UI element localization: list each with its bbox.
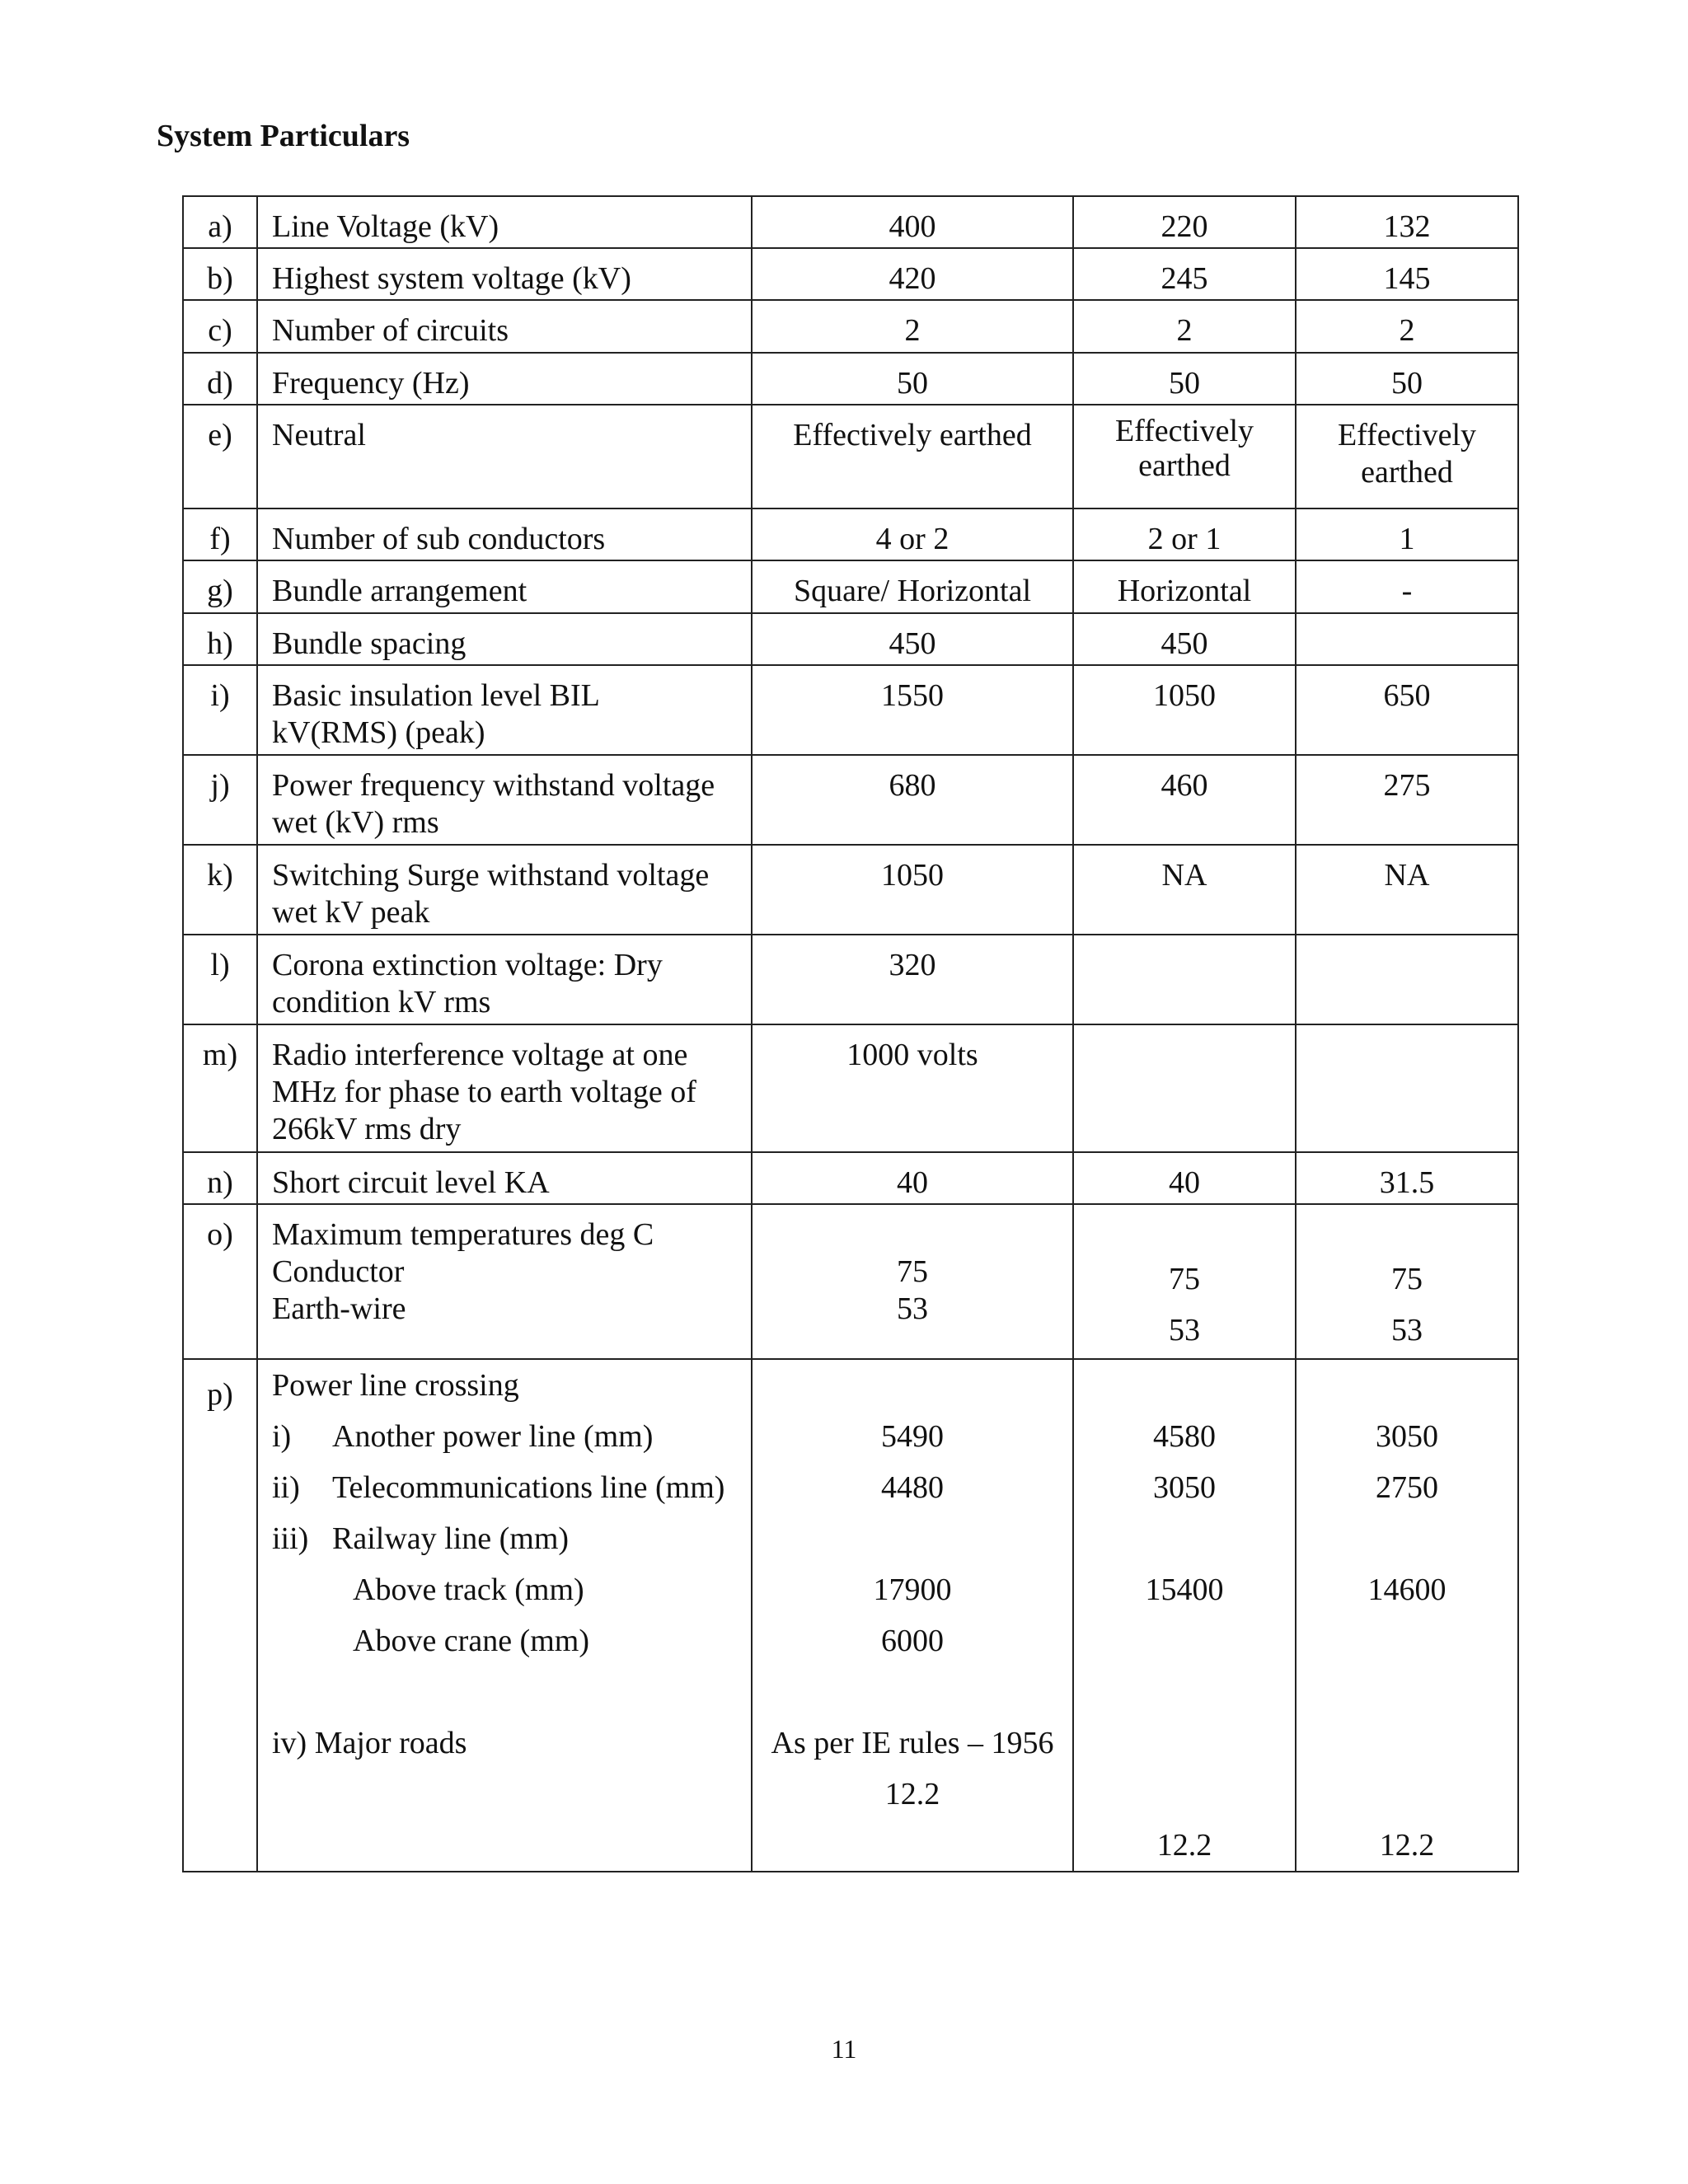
table-row bbox=[183, 560, 1518, 613]
sub-item-label: Railway line (mm) bbox=[332, 1521, 570, 1556]
value-132kv bbox=[1296, 935, 1518, 1024]
value-line: 6000 bbox=[881, 1624, 944, 1658]
value-132kv bbox=[1296, 613, 1518, 665]
value-132kv bbox=[1296, 1359, 1518, 1872]
label-line: Corona extinction voltage: Dry bbox=[272, 948, 663, 982]
page-title: System Particulars bbox=[157, 119, 410, 153]
label-line: 266kV rms dry bbox=[272, 1112, 462, 1146]
value-400kv: 420 bbox=[752, 248, 1073, 300]
value-line: 17900 bbox=[873, 1572, 952, 1607]
label-line: kV(RMS) (peak) bbox=[272, 715, 485, 750]
table-row bbox=[183, 935, 1518, 1024]
spacer bbox=[753, 1360, 1072, 1411]
row-label bbox=[257, 1359, 752, 1872]
row-label: Frequency (Hz) bbox=[257, 353, 752, 405]
table-row bbox=[183, 755, 1518, 845]
spacer bbox=[1296, 1615, 1517, 1666]
sub-item-number: iii) bbox=[272, 1521, 309, 1556]
value-132kv: - bbox=[1296, 560, 1518, 613]
spacer bbox=[1074, 1360, 1295, 1411]
row-index: h) bbox=[183, 613, 257, 665]
value-line: 5490 bbox=[881, 1419, 944, 1454]
value-220kv: Horizontal bbox=[1073, 560, 1296, 613]
row-index: i) bbox=[183, 665, 257, 755]
label-line: Power line crossing bbox=[272, 1368, 519, 1403]
value-132kv: 275 bbox=[1296, 755, 1518, 845]
row-index: m) bbox=[183, 1024, 257, 1152]
spacer bbox=[753, 1513, 1072, 1564]
value-220kv: 2 bbox=[1073, 300, 1296, 353]
value-132kv: 50 bbox=[1296, 353, 1518, 405]
row-index: g) bbox=[183, 560, 257, 613]
sub-item-label: Telecommunications line (mm) bbox=[332, 1470, 725, 1505]
value-132kv: 31.5 bbox=[1296, 1152, 1518, 1204]
value-220kv: NA bbox=[1073, 845, 1296, 935]
table-row bbox=[183, 405, 1518, 509]
label-line: wet kV peak bbox=[272, 895, 430, 930]
sub-item-label: Another power line (mm) bbox=[332, 1419, 654, 1454]
value-132kv: 2 bbox=[1296, 300, 1518, 353]
value-line: 15400 bbox=[1145, 1572, 1224, 1607]
value-400kv: 320 bbox=[752, 935, 1073, 1024]
spacer bbox=[1074, 1615, 1295, 1666]
spacer bbox=[753, 1666, 1072, 1718]
sub-item-number: i) bbox=[272, 1419, 292, 1454]
label-line: Conductor bbox=[272, 1254, 405, 1289]
value-220kv bbox=[1073, 405, 1296, 509]
table-row bbox=[183, 196, 1518, 248]
value-220kv: 460 bbox=[1073, 755, 1296, 845]
spacer bbox=[1074, 1718, 1295, 1769]
label-line: Switching Surge withstand voltage bbox=[272, 858, 710, 893]
row-index: f) bbox=[183, 509, 257, 560]
row-index: p) bbox=[183, 1359, 257, 1872]
row-label: Highest system voltage (kV) bbox=[257, 248, 752, 300]
value-line: 3050 bbox=[1376, 1419, 1438, 1454]
row-label: Number of sub conductors bbox=[257, 509, 752, 560]
value-400kv: 680 bbox=[752, 755, 1073, 845]
row-label: Bundle spacing bbox=[257, 613, 752, 665]
spacer bbox=[1074, 1666, 1295, 1718]
label-line: Maximum temperatures deg C bbox=[272, 1217, 654, 1252]
table-row bbox=[183, 248, 1518, 300]
row-label bbox=[257, 935, 752, 1024]
row-label bbox=[257, 845, 752, 935]
spacer bbox=[1296, 1360, 1517, 1411]
row-index: c) bbox=[183, 300, 257, 353]
value-line: 53 bbox=[897, 1291, 928, 1326]
major-roads-label: iv) Major roads bbox=[272, 1726, 467, 1760]
sub-item-telecom bbox=[272, 1462, 751, 1513]
value-220kv: 2 or 1 bbox=[1073, 509, 1296, 560]
value-400kv: 50 bbox=[752, 353, 1073, 405]
value-132kv: NA bbox=[1296, 845, 1518, 935]
row-index: d) bbox=[183, 353, 257, 405]
value-line: 53 bbox=[1391, 1313, 1423, 1347]
label-line: Power frequency withstand voltage bbox=[272, 768, 715, 803]
value-400kv bbox=[752, 1204, 1073, 1359]
spacer bbox=[1296, 1769, 1517, 1820]
value-220kv: 220 bbox=[1073, 196, 1296, 248]
value-220kv bbox=[1073, 935, 1296, 1024]
value-132kv: 650 bbox=[1296, 665, 1518, 755]
value-line: 53 bbox=[1169, 1313, 1200, 1347]
table-row bbox=[183, 1152, 1518, 1204]
table-row bbox=[183, 353, 1518, 405]
value-400kv: 4 or 2 bbox=[752, 509, 1073, 560]
sub-item-number: ii) bbox=[272, 1470, 300, 1505]
system-particulars-table bbox=[182, 195, 1519, 1872]
spacer bbox=[1074, 1513, 1295, 1564]
value-132kv bbox=[1296, 1204, 1518, 1359]
row-label bbox=[257, 665, 752, 755]
spacer bbox=[272, 1666, 751, 1718]
row-index: l) bbox=[183, 935, 257, 1024]
row-index: e) bbox=[183, 405, 257, 509]
row-label bbox=[257, 755, 752, 845]
above-crane-label: Above crane (mm) bbox=[353, 1624, 589, 1658]
value-132kv bbox=[1296, 1024, 1518, 1152]
value-line: 12.2 bbox=[1156, 1828, 1212, 1863]
value-220kv: 1050 bbox=[1073, 665, 1296, 755]
value-400kv: 40 bbox=[752, 1152, 1073, 1204]
value-line: 4580 bbox=[1153, 1419, 1216, 1454]
value-400kv: 1000 volts bbox=[752, 1024, 1073, 1152]
spacer bbox=[1296, 1666, 1517, 1718]
label-line: Earth-wire bbox=[272, 1291, 406, 1326]
spacer bbox=[1296, 1718, 1517, 1769]
row-label: Bundle arrangement bbox=[257, 560, 752, 613]
row-label: Short circuit level KA bbox=[257, 1152, 752, 1204]
value-line: Effectively bbox=[1337, 418, 1477, 452]
row-label bbox=[257, 1024, 752, 1152]
value-400kv: 450 bbox=[752, 613, 1073, 665]
value-132kv bbox=[1296, 405, 1518, 509]
value-132kv: 1 bbox=[1296, 509, 1518, 560]
table-row bbox=[183, 845, 1518, 935]
row-index: b) bbox=[183, 248, 257, 300]
table-row bbox=[183, 300, 1518, 353]
row-index: n) bbox=[183, 1152, 257, 1204]
row-label: Number of circuits bbox=[257, 300, 752, 353]
value-line: 14600 bbox=[1367, 1572, 1447, 1607]
label-line: Radio interference voltage at one bbox=[272, 1038, 688, 1072]
row-index: a) bbox=[183, 196, 257, 248]
value-132kv: 132 bbox=[1296, 196, 1518, 248]
table-row bbox=[183, 613, 1518, 665]
value-220kv bbox=[1073, 1024, 1296, 1152]
value-line: As per IE rules – 1956 bbox=[771, 1726, 1054, 1760]
value-400kv: Effectively earthed bbox=[752, 405, 1073, 509]
value-line: 75 bbox=[1169, 1262, 1200, 1296]
value-line: 75 bbox=[897, 1254, 928, 1289]
value-132kv: 145 bbox=[1296, 248, 1518, 300]
value-400kv: Square/ Horizontal bbox=[752, 560, 1073, 613]
sub-item-railway bbox=[272, 1513, 751, 1564]
sub-item-power-line bbox=[272, 1411, 751, 1462]
value-220kv: 450 bbox=[1073, 613, 1296, 665]
row-label: Line Voltage (kV) bbox=[257, 196, 752, 248]
table-row bbox=[183, 1359, 1518, 1872]
label-line: condition kV rms bbox=[272, 985, 491, 1019]
row-index: j) bbox=[183, 755, 257, 845]
table-row bbox=[183, 665, 1518, 755]
value-line: earthed bbox=[1361, 455, 1453, 490]
table-row bbox=[183, 1024, 1518, 1152]
label-line: Basic insulation level BIL bbox=[272, 678, 600, 713]
value-line: Effectively bbox=[1114, 414, 1254, 448]
value-400kv: 2 bbox=[752, 300, 1073, 353]
value-220kv: 50 bbox=[1073, 353, 1296, 405]
label-line: MHz for phase to earth voltage of bbox=[272, 1075, 696, 1109]
value-400kv bbox=[752, 1359, 1073, 1872]
value-220kv bbox=[1073, 1204, 1296, 1359]
value-line: 12.2 bbox=[1379, 1828, 1435, 1863]
page-number: 11 bbox=[831, 2034, 857, 2064]
label-line: wet (kV) rms bbox=[272, 805, 439, 840]
spacer bbox=[1074, 1769, 1295, 1820]
value-220kv: 245 bbox=[1073, 248, 1296, 300]
table-row bbox=[183, 1204, 1518, 1359]
value-line: 12.2 bbox=[884, 1777, 940, 1811]
value-400kv: 400 bbox=[752, 196, 1073, 248]
value-400kv: 1550 bbox=[752, 665, 1073, 755]
table-row bbox=[183, 509, 1518, 560]
value-line: 3050 bbox=[1153, 1470, 1216, 1505]
value-line: 4480 bbox=[881, 1470, 944, 1505]
row-label: Neutral bbox=[257, 405, 752, 509]
row-index: k) bbox=[183, 845, 257, 935]
value-220kv: 40 bbox=[1073, 1152, 1296, 1204]
spacer bbox=[1296, 1513, 1517, 1564]
value-line: 75 bbox=[1391, 1262, 1423, 1296]
row-label bbox=[257, 1204, 752, 1359]
above-track-label: Above track (mm) bbox=[353, 1572, 584, 1607]
row-index: o) bbox=[183, 1204, 257, 1359]
value-line: earthed bbox=[1138, 448, 1231, 483]
value-line: 2750 bbox=[1376, 1470, 1438, 1505]
value-220kv bbox=[1073, 1359, 1296, 1872]
value-400kv: 1050 bbox=[752, 845, 1073, 935]
